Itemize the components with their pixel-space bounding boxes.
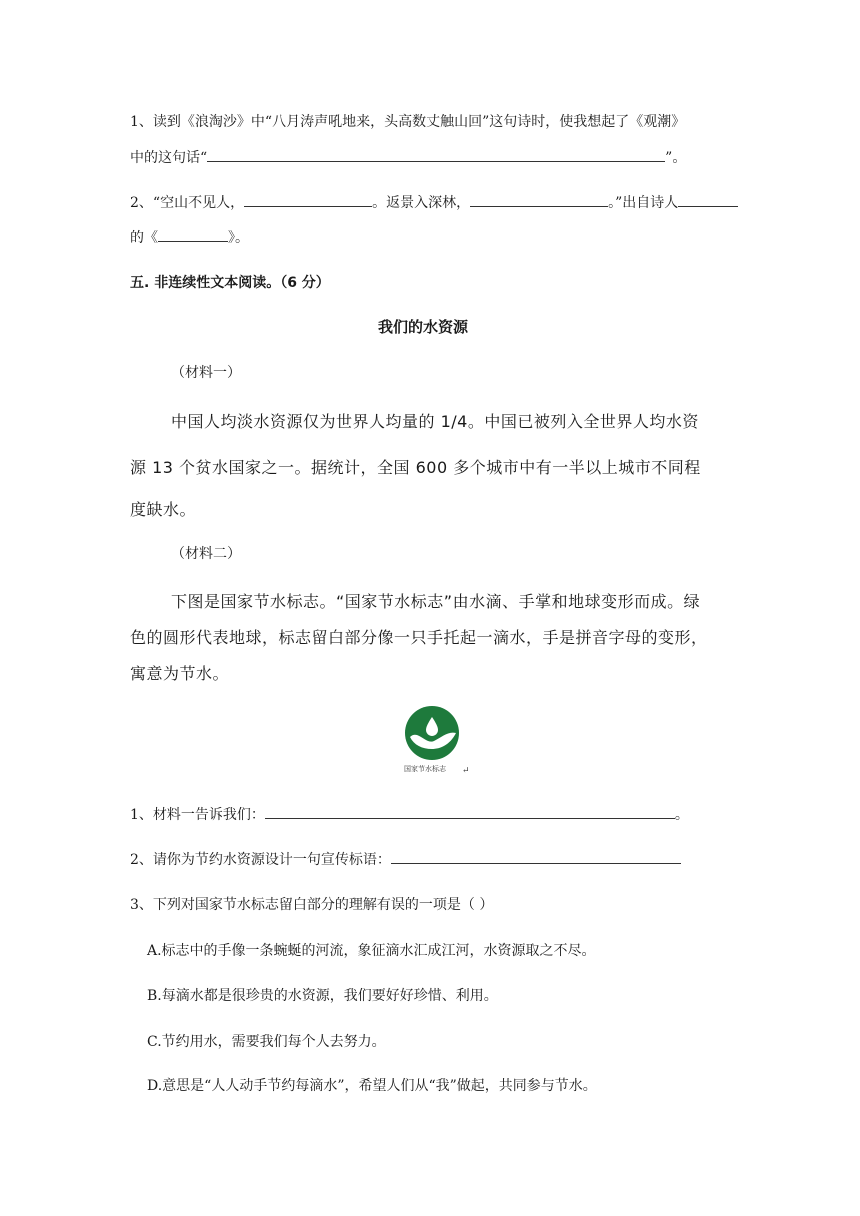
paragraph-line: 色的圆形代表地球，标志留白部分像一只手托起一滴水，手是拼音字母的变形，	[130, 628, 708, 647]
question-text	[130, 192, 738, 212]
text-fragment: 。”出自诗人	[608, 195, 679, 211]
article-title: 我们的水资源	[378, 318, 469, 336]
text-fragment: 2、请你为节约水资源设计一句宣传标语：	[130, 852, 391, 868]
material-label: （材料一）	[171, 365, 241, 381]
material-label: （材料二）	[171, 546, 241, 562]
question-text: 1、读到《浪淘沙》中“八月涛声吼地来，头高数丈触山回”这句诗时，使我想起了《观潮》	[130, 114, 686, 130]
answer-blank[interactable]	[158, 229, 228, 242]
question-text	[130, 804, 689, 824]
text-fragment: 。	[674, 807, 689, 823]
text-fragment: 中的这句话“	[130, 150, 208, 166]
paragraph-line: 中国人均淡水资源仅为世界人均量的 1/4。中国已被列入全世界人均水资	[171, 412, 699, 431]
text-fragment: 2、“空山不见人，	[130, 195, 245, 211]
question-text: 3、下列对国家节水标志留白部分的理解有误的一项是（ ）	[130, 897, 494, 913]
paragraph-line: 下图是国家节水标志。“国家节水标志”由水滴、手掌和地球变形而成。绿	[171, 592, 701, 611]
option-b[interactable]: B.每滴水都是很珍贵的水资源，我们要好好珍惜、利用。	[147, 988, 498, 1004]
answer-blank[interactable]	[265, 806, 675, 819]
section-heading: 五. 非连续性文本阅读。（6 分）	[130, 275, 330, 291]
paragraph-line: 度缺水。	[130, 500, 197, 519]
text-fragment: 。返景入深林，	[372, 195, 471, 211]
option-a[interactable]: A.标志中的手像一条蜿蜒的河流，象征滴水汇成江河，水资源取之不尽。	[147, 943, 596, 959]
text-fragment: ”。	[665, 150, 687, 166]
water-saving-logo-icon	[404, 705, 460, 761]
answer-blank[interactable]	[678, 194, 738, 207]
option-d[interactable]: D.意思是“人人动手节约每滴水”，希望人们从“我”做起，共同参与节水。	[147, 1078, 597, 1094]
text-fragment: 的《	[130, 230, 158, 246]
water-saving-logo	[404, 705, 470, 765]
question-text	[130, 227, 249, 247]
logo-caption: 国家节水标志	[404, 765, 446, 773]
question-text	[130, 147, 686, 167]
answer-blank[interactable]	[470, 194, 608, 207]
question-text	[130, 849, 681, 869]
answer-blank[interactable]	[244, 194, 372, 207]
option-c[interactable]: C.节约用水，需要我们每个人去努力。	[147, 1034, 386, 1050]
text-fragment: 1、材料一告诉我们：	[130, 807, 265, 823]
return-mark-icon: ↵	[462, 766, 470, 776]
text-fragment: 》。	[228, 230, 249, 246]
paragraph-line: 寓意为节水。	[130, 664, 230, 683]
answer-blank[interactable]	[391, 851, 681, 864]
paragraph-line: 源 13 个贫水国家之一。据统计，全国 600 多个城市中有一半以上城市不同程	[130, 458, 701, 477]
answer-blank[interactable]	[207, 149, 665, 162]
